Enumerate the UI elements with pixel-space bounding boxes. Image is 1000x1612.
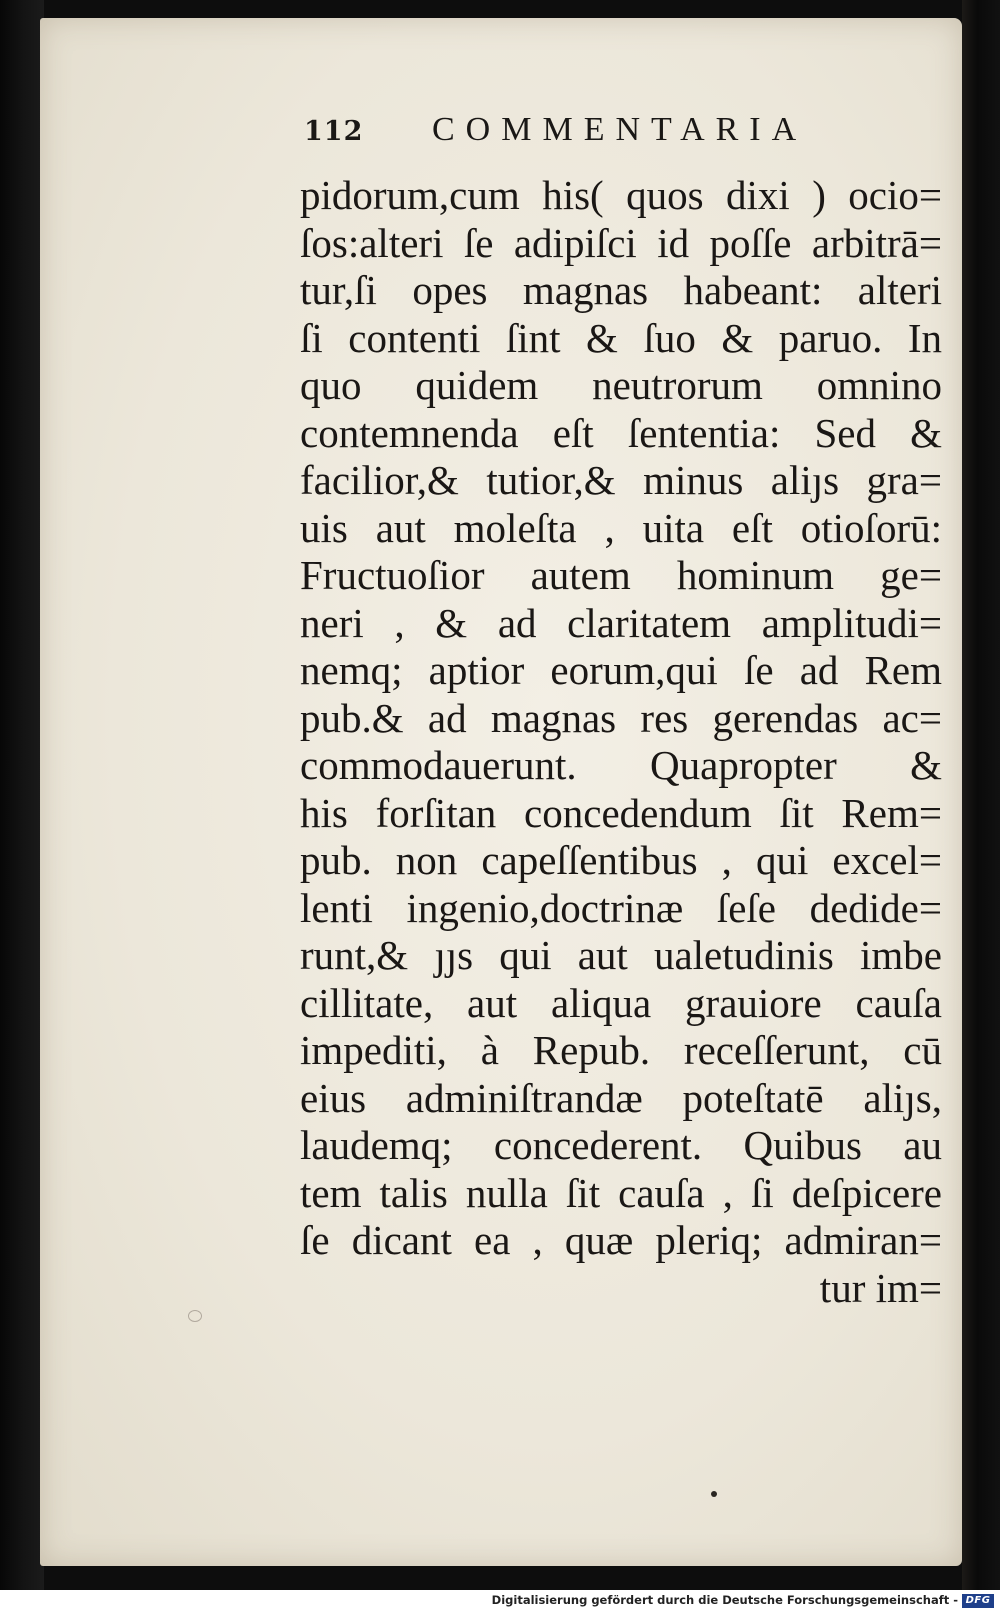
text-line: his forſitan concedendum ſit Rem= <box>300 789 942 836</box>
text-line: nemq; aptior eorum,qui ſe ad Rem <box>300 647 942 693</box>
book-edge-right <box>962 0 1000 1590</box>
text-line: pub.& ad magnas res gerendas ac= <box>300 694 942 741</box>
dfg-logo-icon: DFG <box>962 1594 994 1608</box>
page-number: 112 <box>304 116 364 147</box>
running-head: COMMENTARIA <box>432 111 808 148</box>
paper-blemish <box>188 1310 202 1322</box>
text-line: neri , & ad claritatem amplitudi= <box>300 599 942 646</box>
text-line: commodauerunt. Quapropter & <box>300 742 942 788</box>
text-line: quo quidem neutrorum omnino <box>300 362 942 408</box>
funding-credit: Digitalisierung gefördert durch die Deutsche Forschungsgemeinschaft - <box>491 1593 958 1607</box>
text-line: Fructuoſior autem hominum ge= <box>300 552 942 598</box>
text-line: pidorum,cum his( quos dixi ) ocio= <box>300 172 942 218</box>
ink-dot <box>711 1491 717 1497</box>
book-edge-left <box>0 0 44 1590</box>
text-line: uis aut moleſta , uita eſt otioſorū: <box>300 504 942 551</box>
text-line: ſe dicant ea , quæ pleriq; admiran= <box>300 1217 942 1263</box>
catchword-line: tur im= <box>819 1264 942 1311</box>
text-line: tur,ſi opes magnas habeant: alteri <box>300 267 942 313</box>
text-line: cillitate, aut aliqua grauiore cauſa <box>300 979 942 1026</box>
text-line: facilior,& tutior,& minus aliȷs gra= <box>300 457 942 503</box>
text-line: contemnenda eſt ſententia: Sed & <box>300 409 942 456</box>
body-text <box>300 172 960 1312</box>
text-line: tem talis nulla ſit cauſa , ſi deſpicere <box>300 1169 942 1216</box>
text-line: runt,& ȷȷs qui aut ualetudinis imbe <box>300 932 942 978</box>
text-line: eius adminiſtrandæ poteſtatē aliȷs, <box>300 1074 942 1121</box>
text-line: pub. non capeſſentibus , qui excel= <box>300 837 942 883</box>
text-line: laudemq; concederent. Quibus au <box>300 1122 942 1168</box>
text-line: impediti, à Repub. receſſerunt, cū <box>300 1027 942 1073</box>
text-line: lenti ingenio,doctrinæ ſeſe dedide= <box>300 884 942 931</box>
text-line: ſi contenti ſint & ſuo & paruo. In <box>300 314 942 361</box>
text-line: ſos:alteri ſe adipiſci id poſſe arbitrā= <box>300 219 942 266</box>
